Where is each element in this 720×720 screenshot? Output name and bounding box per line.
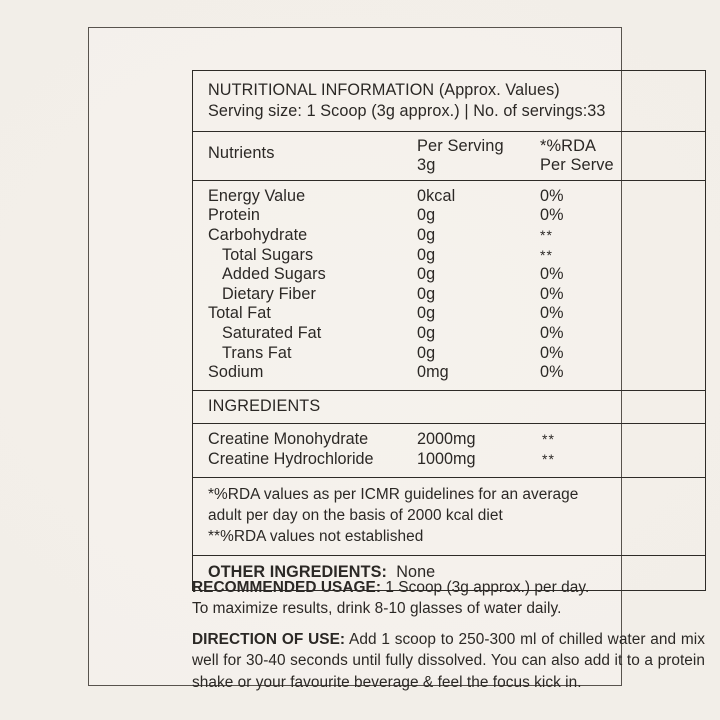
direction-of-use-body: Add 1 scoop to 250-300 ml of chilled water and mix well for 30-40 seconds until fully dissolved. You can also add it to a protein shake or your favourite beverage & feel the focus kick in. (192, 631, 705, 691)
nutrient-row (193, 285, 705, 305)
nutrient-row (193, 246, 705, 266)
column-header-nutrients: Nutrients (208, 143, 275, 162)
nutrient-row (193, 206, 705, 226)
ingredient-rda-value: ** (542, 451, 555, 468)
nutrient-name: Trans Fat (222, 343, 292, 362)
footnote-line-1: *%RDA values as per ICMR guidelines for an average (208, 486, 579, 504)
column-header-per-serving (417, 137, 504, 176)
ingredient-row (193, 430, 705, 450)
rda-per-serve-label: Per Serve (540, 156, 614, 175)
nutrient-row (193, 304, 705, 324)
nutrient-per-serving-value: 0g (417, 245, 436, 264)
ingredient-name: Creatine Hydrochloride (208, 450, 374, 469)
other-ingredients-value: None (396, 563, 436, 582)
per-serving-amount: 3g (417, 156, 436, 175)
nutrient-per-serving-value: 0g (417, 304, 436, 323)
direction-of-use-text (192, 629, 705, 693)
nutrient-per-serving-value: 0g (417, 225, 436, 244)
nutrient-name: Dietary Fiber (222, 284, 316, 303)
rda-footnote (193, 477, 705, 555)
recommended-usage-value: 1 Scoop (3g approx.) per day. (381, 579, 590, 596)
nutrient-per-serving-value: 0g (417, 206, 436, 225)
nutrient-name: Sodium (208, 363, 264, 382)
nutrition-facts-table (192, 70, 706, 591)
nutrient-rda-value: 0% (540, 323, 564, 342)
direction-of-use-block (192, 629, 705, 693)
ingredients-heading: INGREDIENTS (193, 390, 705, 423)
nutrient-row (193, 187, 705, 207)
nutrient-per-serving-value: 0mg (417, 363, 449, 382)
ingredient-amount: 1000mg (417, 450, 476, 469)
nutrient-row (193, 324, 705, 344)
nutrient-rows (193, 180, 705, 390)
recommended-usage-line-1 (192, 577, 706, 598)
nutrient-name: Total Sugars (222, 245, 314, 264)
per-serving-label: Per Serving (417, 136, 504, 155)
footnote-line-2: adult per day on the basis of 2000 kcal diet (208, 507, 503, 525)
nutrient-rda-value: 0% (540, 265, 564, 284)
recommended-usage-label: RECOMMENDED USAGE: (192, 579, 382, 596)
nutrient-rda-value: 0% (540, 304, 564, 323)
nutrient-name: Carbohydrate (208, 225, 308, 244)
ingredient-name: Creatine Monohydrate (208, 429, 369, 448)
nutrient-rda-value: 0% (540, 206, 564, 225)
nutrient-rda-value: ** (540, 226, 553, 243)
ingredient-row (193, 450, 705, 470)
nutrient-rda-value: 0% (540, 284, 564, 303)
recommended-usage-block (192, 577, 706, 620)
nutrition-header-block (193, 71, 705, 131)
direction-of-use-label: DIRECTION OF USE: (192, 631, 346, 648)
nutrition-title: NUTRITIONAL INFORMATION (Approx. Values) (208, 81, 560, 99)
nutrient-per-serving-value: 0g (417, 323, 436, 342)
nutrient-name: Protein (208, 206, 260, 225)
nutrient-name: Energy Value (208, 186, 306, 205)
rda-label: *%RDA (540, 136, 597, 155)
footnote-line-3: **%RDA values not established (208, 527, 424, 545)
column-header-rda (540, 137, 614, 176)
ingredient-rda-value: ** (542, 430, 555, 447)
nutrient-rda-value: 0% (540, 343, 564, 362)
label-outer-panel (88, 27, 705, 691)
nutrient-per-serving-value: 0kcal (417, 186, 456, 205)
recommended-usage-line-2: To maximize results, drink 8-10 glasses of water daily. (192, 600, 562, 618)
nutrient-per-serving-value: 0g (417, 265, 436, 284)
ingredient-rows (193, 423, 705, 478)
table-column-headers (193, 131, 705, 180)
ingredient-amount: 2000mg (417, 429, 476, 448)
nutrient-rda-value: ** (540, 246, 553, 263)
nutrient-rda-value: 0% (540, 363, 564, 382)
nutrient-row (193, 363, 705, 383)
nutrient-name: Added Sugars (222, 265, 326, 284)
nutrient-name: Saturated Fat (222, 323, 322, 342)
nutrient-row (193, 265, 705, 285)
nutrient-row (193, 226, 705, 246)
other-ingredients-label: OTHER INGREDIENTS: (208, 563, 387, 582)
nutrient-per-serving-value: 0g (417, 284, 436, 303)
nutrient-rda-value: 0% (540, 186, 564, 205)
nutrient-name: Total Fat (208, 304, 271, 323)
serving-info: Serving size: 1 Scoop (3g approx.) | No. of servings:33 (208, 102, 606, 121)
nutrient-per-serving-value: 0g (417, 343, 436, 362)
nutrient-row (193, 344, 705, 364)
